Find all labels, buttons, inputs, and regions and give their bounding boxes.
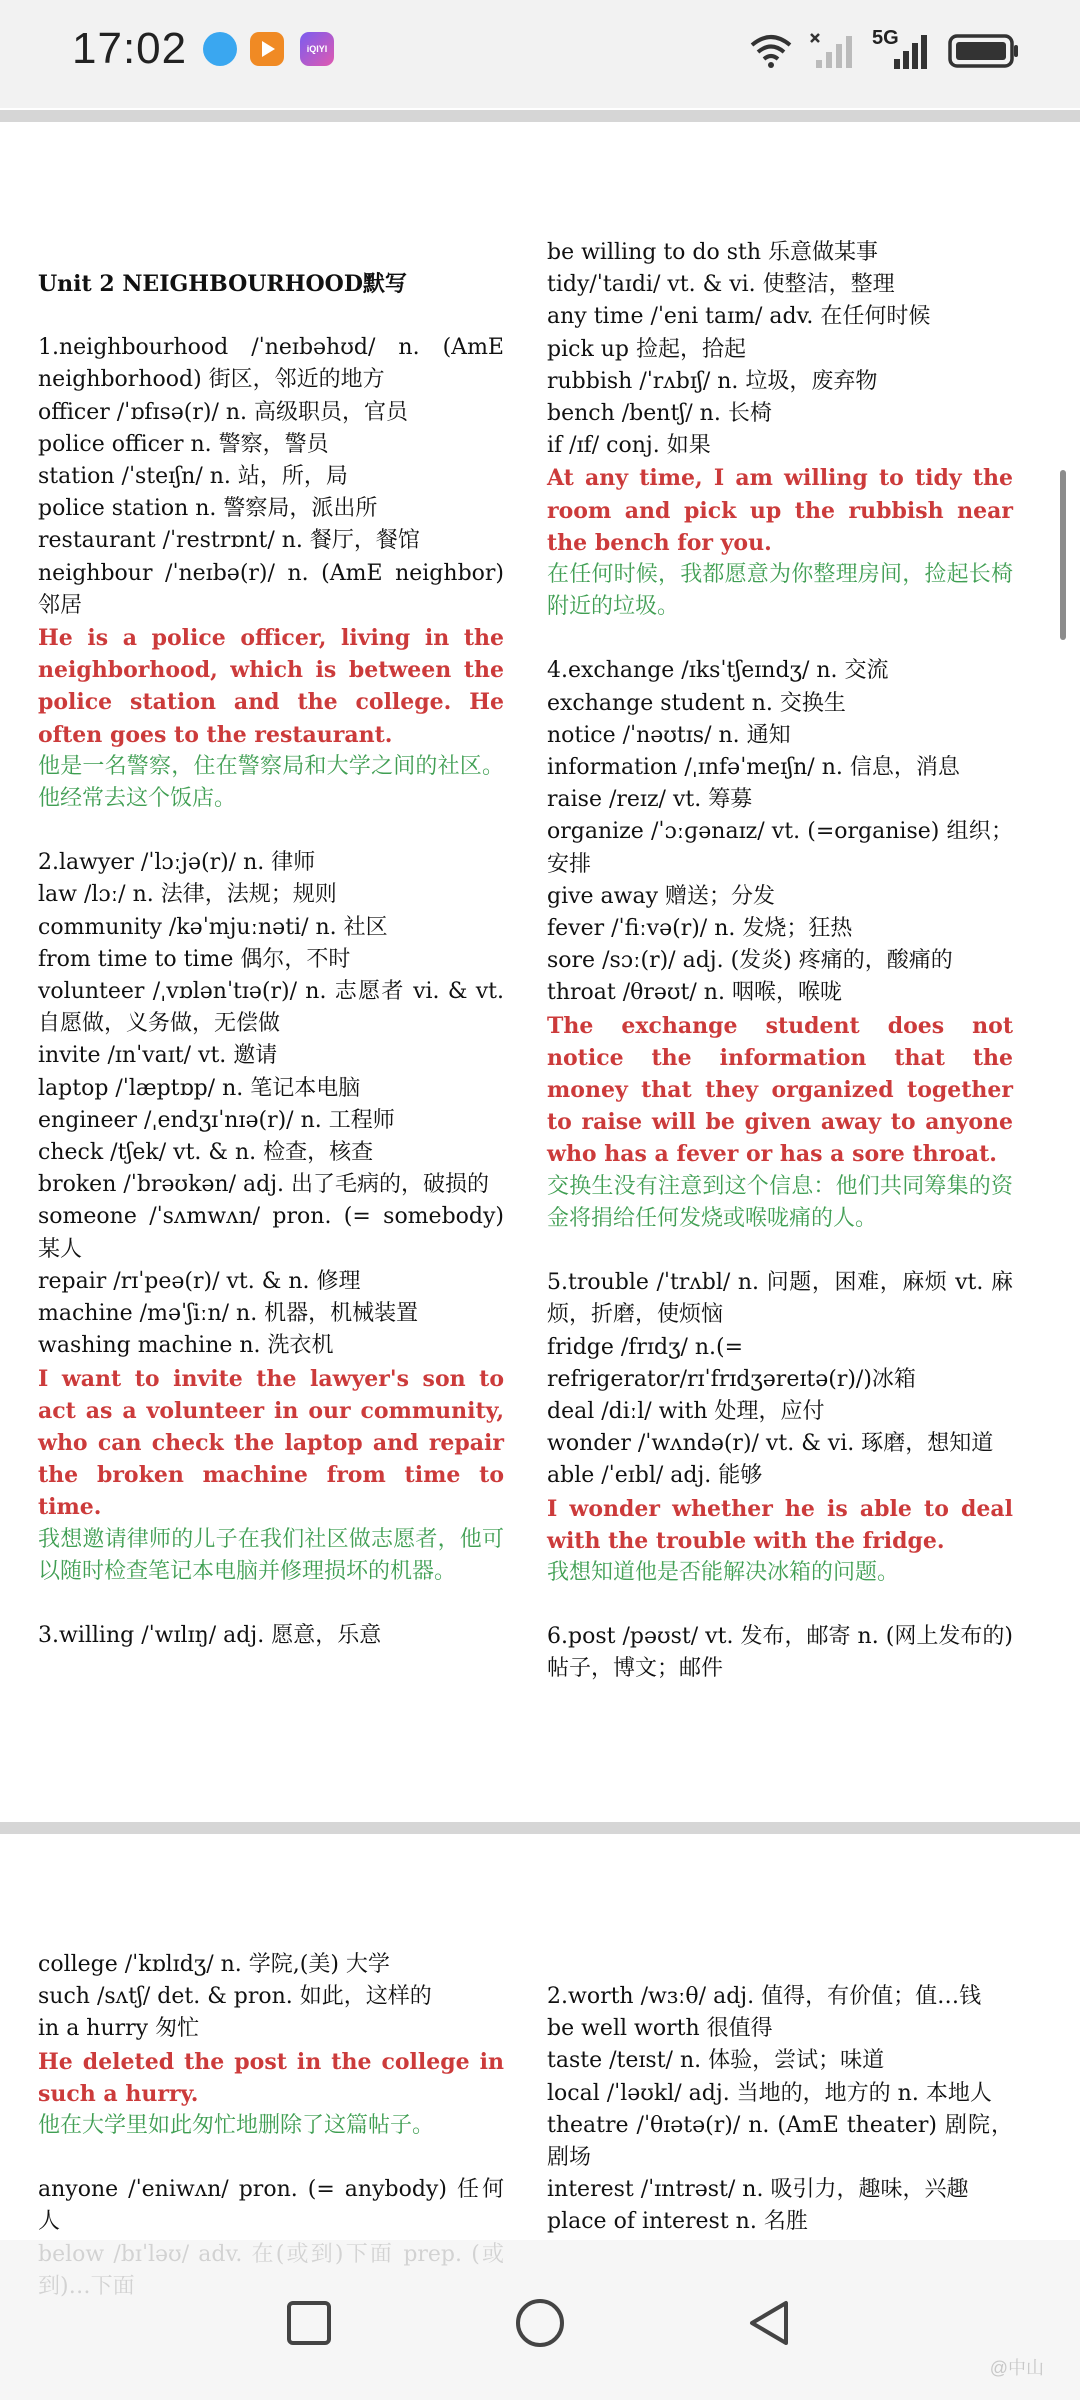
vocab-entry: give away 赠送；分发 <box>547 883 776 909</box>
vocab-entry: volunteer /ˌvɒlənˈtɪə(r)/ n. 志愿者 vi. & vt. 自愿做，义务做，无偿做 <box>38 979 504 1037</box>
page1-left-column <box>38 268 504 1652</box>
vocab-entry: if /ɪf/ conj. 如果 <box>547 433 711 459</box>
vocab-entry: notice /ˈnəʊtɪs/ n. 通知 <box>547 722 791 748</box>
iqiyi-app-icon <box>300 32 334 66</box>
unit-title: Unit 2 NEIGHBOURHOOD默写 <box>38 271 407 297</box>
vocab-entry: 2.worth /wɜːθ/ adj. 值得，有价值；值…钱 <box>547 1984 982 2009</box>
vocab-entry: washing machine n. 洗衣机 <box>38 1333 334 1359</box>
vocab-entry: exchange student n. 交换生 <box>547 690 846 716</box>
vocab-entry: 5.trouble /ˈtrʌbl/ n. 问题，困难，麻烦 vt. 麻烦，折磨，使烦恼 <box>547 1270 1013 1328</box>
back-triangle-icon <box>744 2297 796 2349</box>
vocab-entry: organize /ˈɔːɡənaɪz/ vt. (=organise) 组织；安排 <box>547 819 1013 877</box>
vocab-entry: local /ˈləʊkl/ adj. 当地的，地方的 n. 本地人 <box>547 2080 992 2106</box>
vocab-entry: check /tʃek/ vt. & n. 检查，核查 <box>38 1140 374 1166</box>
vocab-entry: broken /ˈbrəʊkən/ adj. 出了毛病的，破损的 <box>38 1172 490 1198</box>
vocab-entry: any time /ˈeni taɪm/ adv. 在任何时候 <box>547 304 931 330</box>
vocab-entry: 6.post /pəʊst/ vt. 发布，邮寄 n. (网上发布的) 帖子，博文；邮件 <box>547 1624 1013 1682</box>
vocab-entry: 4.exchange /ɪksˈtʃeɪndʒ/ n. 交流 <box>547 658 889 684</box>
vocab-entry: fever /ˈfiːvə(r)/ n. 发烧；狂热 <box>547 916 853 942</box>
vocab-entry: deal /diːl/ with 处理，应付 <box>547 1398 825 1424</box>
example-sentence-chinese: 他在大学里如此匆忙地删除了这篇帖子。 <box>38 2113 435 2139</box>
example-sentence-english: He is a police officer, living in the neighborhood, which is between the police station and the college. He often goes to the restaurant. <box>38 625 504 748</box>
vocab-entry: place of interest n. 名胜 <box>547 2209 808 2235</box>
vocab-entry: engineer /ˌendʒɪˈnɪə(r)/ n. 工程师 <box>38 1107 395 1133</box>
vocab-entry: be willing to do sth 乐意做某事 <box>547 240 879 265</box>
status-icons <box>750 28 1020 74</box>
example-sentence-english: I want to invite the lawyer's son to act as a volunteer in our community, who can check the laptop and repair the broken machine from time to time. <box>38 1365 504 1521</box>
vocab-entry: machine /məˈʃiːn/ n. 机器，机械装置 <box>38 1301 419 1327</box>
vocab-entry: tidy/ˈtaɪdi/ vt. & vi. 使整洁，整理 <box>547 272 895 298</box>
vocab-entry: such /sʌtʃ/ det. & pron. 如此，这样的 <box>38 1984 432 2010</box>
vocab-entry: interest /ˈɪntrəst/ n. 吸引力，趣味，兴趣 <box>547 2177 969 2203</box>
vocab-entry: pick up 捡起，拾起 <box>547 336 747 362</box>
vocab-entry: anyone /ˈeniwʌn/ pron. (= anybody) 任何人 <box>38 2177 504 2235</box>
video-app-icon <box>250 32 284 66</box>
vocab-entry: police officer n. 警察，警员 <box>38 431 329 457</box>
vocab-entry: raise /reɪz/ vt. 筹募 <box>547 787 753 813</box>
signal-5g-icon <box>872 31 930 71</box>
wifi-icon <box>750 33 792 69</box>
vocab-entry: information /ˌɪnfəˈmeɪʃn/ n. 信息，消息 <box>547 755 960 781</box>
vocab-entry: rubbish /ˈrʌbɪʃ/ n. 垃圾，废弃物 <box>547 368 878 394</box>
vocab-entry: law /lɔː/ n. 法律，法规；规则 <box>38 882 337 908</box>
status-time: 17:02 <box>72 24 188 73</box>
example-sentence-chinese: 在任何时候，我都愿意为你整理房间，捡起长椅附近的垃圾。 <box>547 562 1013 620</box>
vocab-entry: someone /ˈsʌmwʌn/ pron. (= somebody) 某人 <box>38 1204 504 1262</box>
vocab-entry: bench /bentʃ/ n. 长椅 <box>547 401 772 427</box>
paragraph-gap <box>547 623 1013 655</box>
example-sentence-chinese: 我想邀请律师的儿子在我们社区做志愿者，他可以随时检查笔记本电脑并修理损坏的机器。 <box>38 1526 504 1584</box>
vocab-entry: restaurant /ˈrestrɒnt/ n. 餐厅，餐馆 <box>38 528 420 554</box>
vocab-entry: police station n. 警察局，派出所 <box>38 496 378 522</box>
square-icon <box>285 2299 333 2347</box>
vocab-entry: from time to time 偶尔，不时 <box>38 946 351 972</box>
vocab-entry: throat /θrəʊt/ n. 咽喉，喉咙 <box>547 980 842 1006</box>
vocab-entry: refrigerator/rɪˈfrɪdʒəreɪtə(r)/)冰箱 <box>547 1366 916 1392</box>
example-sentence-english: The exchange student does not notice the information that the money that they organized together to raise will be given away to anyone who has a fever or has a sore throat. <box>547 1012 1013 1168</box>
example-sentence-english: He deleted the post in the college in such a hurry. <box>38 2048 504 2107</box>
network-type-label: 5G <box>872 27 899 49</box>
signal-no-service-icon <box>810 32 854 70</box>
vocab-entry: neighbour /ˈneɪbə(r)/ n. (AmE neighbor) 邻居 <box>38 560 504 618</box>
vocab-entry: laptop /ˈlæptɒp/ n. 笔记本电脑 <box>38 1075 361 1101</box>
vocab-entry: 2.lawyer /ˈlɔːjə(r)/ n. 律师 <box>38 850 316 876</box>
vocab-entry: fridge /frɪdʒ/ n.(= <box>547 1334 744 1360</box>
vocab-entry: invite /ɪnˈvaɪt/ vt. 邀请 <box>38 1043 278 1069</box>
page-divider <box>0 1822 1080 1834</box>
circle-icon <box>514 2297 566 2349</box>
vocab-entry: be well worth 很值得 <box>547 2016 773 2042</box>
page1-right-column <box>547 237 1013 1686</box>
vocab-entry: theatre /ˈθɪətə(r)/ n. (AmE theater) 剧院，剧场 <box>547 2112 1013 2171</box>
paragraph-gap <box>38 300 504 332</box>
vocab-entry: wonder /ˈwʌndə(r)/ vt. & vi. 琢磨，想知道 <box>547 1431 994 1457</box>
example-sentence-chinese: 他是一名警察，住在警察局和大学之间的社区。他经常去这个饭店。 <box>38 753 504 812</box>
paragraph-gap <box>38 815 504 847</box>
vocab-entry: repair /rɪˈpeə(r)/ vt. & n. 修理 <box>38 1268 361 1294</box>
scrollbar-thumb[interactable] <box>1060 470 1066 640</box>
example-sentence-chinese: 交换生没有注意到这个信息：他们共同筹集的资金将捐给任何发烧或喉咙痛的人。 <box>547 1173 1013 1231</box>
page-top-border <box>0 110 1080 122</box>
vocab-entry: taste /teɪst/ n. 体验，尝试；味道 <box>547 2048 885 2074</box>
navigation-bar <box>0 2240 1080 2400</box>
vocab-entry: 3.willing /ˈwɪlɪŋ/ adj. 愿意，乐意 <box>38 1622 382 1648</box>
example-sentence-english: I wonder whether he is able to deal with the trouble with the fridge. <box>547 1495 1013 1554</box>
vocab-entry: officer /ˈɒfɪsə(r)/ n. 高级职员，官员 <box>38 399 409 425</box>
battery-icon <box>948 33 1020 69</box>
vocab-entry: community /kəˈmjuːnəti/ n. 社区 <box>38 914 388 940</box>
vocab-entry: in a hurry 匆忙 <box>38 2016 200 2042</box>
paragraph-gap <box>547 1235 1013 1267</box>
paragraph-gap <box>38 1588 504 1620</box>
browser-app-icon <box>203 32 237 66</box>
vocab-entry: station /ˈsteɪʃn/ n. 站，所，局 <box>38 464 348 490</box>
iqiyi-app-label: iQIYI <box>306 44 328 54</box>
vocab-entry: sore /sɔː(r)/ adj. (发炎) 疼痛的，酸痛的 <box>547 948 953 974</box>
recent-apps-button[interactable] <box>264 2278 354 2368</box>
vocab-entry: able /ˈeɪbl/ adj. 能够 <box>547 1463 763 1489</box>
vocab-entry: college /ˈkɒlɪdʒ/ n. 学院,(美) 大学 <box>38 1952 390 1977</box>
watermark: @中山 <box>989 2358 1044 2378</box>
paragraph-gap <box>547 1589 1013 1621</box>
vocab-entry: 1.neighbourhood /ˈneɪbəhʊd/ n. (AmE neighborhood) 街区，邻近的地方 <box>38 335 504 393</box>
status-bar <box>0 0 1080 108</box>
paragraph-gap <box>38 2142 504 2174</box>
page2-right-column <box>547 1981 1013 2239</box>
example-sentence-english: At any time, I am willing to tidy the room and pick up the rubbish near the bench for you. <box>547 465 1013 556</box>
example-sentence-chinese: 我想知道他是否能解决冰箱的问题。 <box>547 1559 900 1585</box>
back-button[interactable] <box>725 2278 815 2368</box>
home-button[interactable] <box>495 2278 585 2368</box>
